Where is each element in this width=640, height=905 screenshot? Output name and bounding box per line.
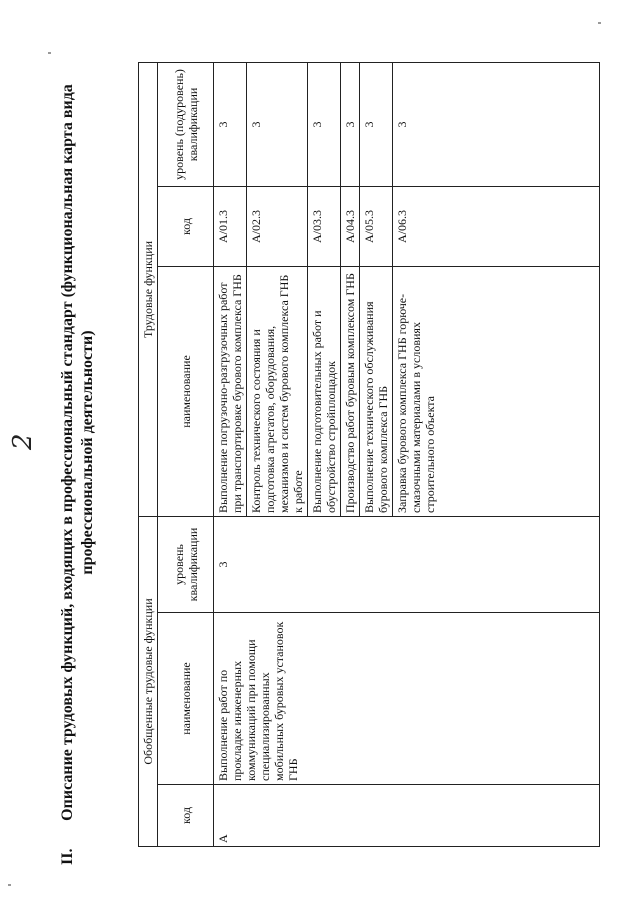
function-name: Производство работ буровым комплексом ГНБ — [341, 266, 360, 516]
function-level: 3 — [393, 62, 600, 186]
table-row — [214, 62, 247, 846]
header-level: уровень квалификации — [158, 516, 214, 612]
function-level: 3 — [214, 62, 247, 186]
function-code: A/05.3 — [360, 186, 393, 266]
header-code: код — [158, 785, 214, 847]
generalized-level: 3 — [214, 516, 600, 612]
function-name: Выполнение подготовительных работ и обустройство стройплощадок — [308, 266, 341, 516]
function-code: A/03.3 — [308, 186, 341, 266]
generalized-code: A — [214, 785, 600, 847]
scan-speck — [48, 52, 51, 54]
function-name: Контроль технического состояния и подготовка агрегатов, оборудования, механизмов и систем бурового комплекса ГНБ к работе — [247, 266, 308, 516]
function-level: 3 — [341, 62, 360, 186]
function-level: 3 — [360, 62, 393, 186]
header-function-name: наименование — [158, 266, 214, 516]
section-title-line-2: профессиональной деятельности) — [79, 330, 96, 575]
function-level: 3 — [308, 62, 341, 186]
section-heading — [58, 0, 98, 905]
function-name: Заправка бурового комплекса ГНБ горюче-смазочными материалами в условиях строительного объекта — [393, 266, 600, 516]
section-roman-numeral: II. — [59, 848, 76, 865]
section-title-line-1: Описание трудовых функций, входящих в профессиональный стандарт (функциональная карта вида — [59, 84, 76, 821]
page-number: 2 — [8, 433, 38, 450]
header-function-code: код — [158, 186, 214, 266]
function-code: A/01.3 — [214, 186, 247, 266]
function-level: 3 — [247, 62, 308, 186]
function-name: Выполнение погрузочно-разгрузочных работ при транспортировке бурового комплекса ГНБ — [214, 266, 247, 516]
function-name: Выполнение технического обслуживания бурового комплекса ГНБ — [360, 266, 393, 516]
function-code: A/04.3 — [341, 186, 360, 266]
header-generalized-functions: Обобщенные трудовые функции — [139, 516, 158, 846]
scan-speck — [8, 884, 11, 886]
function-code: A/06.3 — [393, 186, 600, 266]
generalized-name: Выполнение работ по прокладке инженерных коммуникаций при помощи специализированных мобильных буровых установок ГНБ — [214, 613, 600, 785]
scan-speck — [598, 22, 601, 24]
functional-map-table — [138, 62, 600, 847]
header-name: наименование — [158, 613, 214, 785]
function-code: A/02.3 — [247, 186, 308, 266]
header-function-level: уровень (подуровень) квалификации — [158, 62, 214, 186]
header-labor-functions: Трудовые функции — [139, 62, 158, 516]
